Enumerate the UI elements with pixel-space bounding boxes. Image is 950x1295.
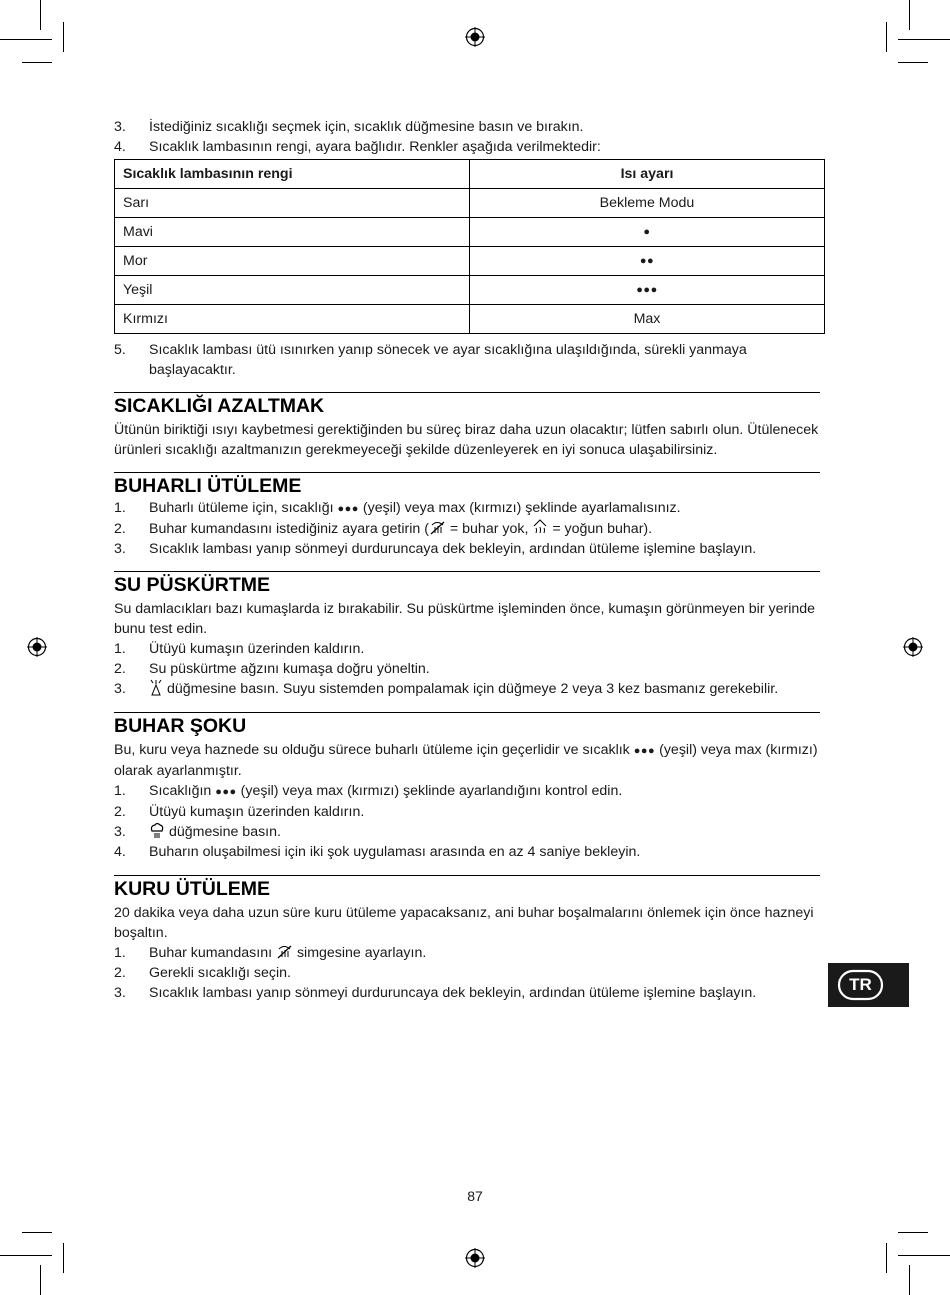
registration-mark-icon	[465, 1248, 485, 1268]
no-steam-icon	[276, 943, 293, 960]
list-number: 4.	[114, 844, 126, 860]
crop-mark	[886, 22, 887, 52]
table-header: Isı ayarı	[470, 160, 825, 189]
language-code: TR	[849, 975, 872, 994]
table-row	[115, 276, 825, 305]
table-cell: Max	[470, 305, 825, 334]
list-text	[149, 519, 820, 539]
list-item	[114, 659, 820, 679]
text-fragment: Buharlı ütüleme için, sıcaklığı	[149, 500, 334, 516]
crop-mark	[40, 1265, 41, 1295]
crop-mark	[22, 62, 52, 63]
table-row	[115, 218, 825, 247]
section-reduce-temperature	[114, 392, 820, 460]
list-item	[114, 340, 820, 380]
table-row	[115, 189, 825, 218]
crop-mark	[0, 39, 52, 40]
page-number: 87	[467, 1188, 483, 1204]
table-cell: Bekleme Modu	[470, 189, 825, 218]
crop-mark	[63, 1243, 64, 1273]
table-row	[115, 247, 825, 276]
section-title: BUHAR ŞOKU	[114, 712, 820, 738]
crop-mark	[40, 0, 41, 30]
list-number: 5.	[114, 342, 126, 358]
section-steam-shot	[114, 712, 820, 862]
max-steam-icon	[532, 519, 548, 536]
crop-mark	[886, 1243, 887, 1273]
list-number: 1.	[114, 783, 126, 799]
temperature-dots: ●●●	[633, 745, 656, 757]
section-water-spray	[114, 571, 820, 699]
temperature-table	[114, 159, 825, 334]
list-text	[149, 822, 820, 842]
table-cell: Kırmızı	[115, 305, 470, 334]
list-text: Gerekli sıcaklığı seçin.	[149, 965, 291, 981]
text-fragment: Buhar kumandasını istediğiniz ayara getirin (	[149, 521, 429, 537]
list-number: 2.	[114, 521, 126, 537]
text-fragment: simgesine ayarlayın.	[296, 945, 427, 961]
list-number: 3.	[114, 541, 126, 557]
table-cell: Mor	[115, 247, 470, 276]
list-item	[114, 519, 820, 539]
no-steam-icon	[429, 519, 446, 536]
list-item	[114, 943, 820, 963]
list-text: Su püskürtme ağzını kumaşa doğru yöneltin.	[149, 661, 430, 677]
table-header-row	[115, 160, 825, 189]
text-fragment: Bu, kuru veya haznede su olduğu sürece buharlı ütüleme için geçerlidir ve sıcaklık	[114, 742, 630, 758]
list-item	[114, 781, 820, 802]
list-number: 2.	[114, 804, 126, 820]
list-text: Sıcaklık lambası yanıp sönmeyi durduruncaya dek bekleyin, ardından ütüleme işlemine başlayın.	[149, 985, 757, 1001]
language-badge	[828, 963, 909, 1007]
table-cell: ●●●	[470, 276, 825, 305]
list-text: İstediğiniz sıcaklığı seçmek için, sıcaklık düğmesine basın ve bırakın.	[149, 119, 584, 135]
table-cell: Yeşil	[115, 276, 470, 305]
crop-mark	[63, 22, 64, 52]
list-item	[114, 639, 820, 659]
crop-mark	[898, 62, 928, 63]
text-fragment: = yoğun buhar).	[552, 521, 653, 537]
list-number: 3.	[114, 985, 126, 1001]
text-fragment: düğmesine basın. Suyu sistemden pompalamak için düğmeye 2 veya 3 kez basmanız gerekebilir.	[166, 681, 779, 697]
text-fragment: düğmesine basın.	[168, 824, 281, 840]
crop-mark	[0, 1255, 52, 1256]
paragraph: Ütünün biriktiği ısıyı kaybetmesi gerektiğinden bu süreç biraz daha uzun olacaktır; lütfen sabırlı olun. Ütülenecek ürünleri sıcaklığı azaltmanızın gerekmeyeceği şekilde düzenleyerek en iyi sonuca ulaşabilirsiniz.	[114, 422, 819, 458]
registration-mark-icon	[903, 637, 923, 657]
list-item	[114, 117, 820, 137]
table-cell: Sarı	[115, 189, 470, 218]
document-body	[114, 117, 820, 1003]
section-title: BUHARLI ÜTÜLEME	[114, 472, 820, 498]
list-item	[114, 137, 820, 157]
table-header: Sıcaklık lambasının rengi	[115, 160, 470, 189]
list-text: Sıcaklık lambası yanıp sönmeyi durduruncaya dek bekleyin, ardından ütüleme işlemine başlayın.	[149, 541, 757, 557]
list-text: Sıcaklık lambasının rengi, ayara bağlıdır. Renkler aşağıda verilmektedir:	[149, 139, 601, 155]
text-fragment: (yeşil) veya max (kırmızı) şeklinde ayarlandığını kontrol edin.	[240, 783, 623, 799]
crop-mark	[898, 1232, 928, 1233]
list-number: 3.	[114, 681, 126, 697]
list-item	[114, 679, 820, 699]
list-text	[149, 943, 820, 963]
section-steam-ironing	[114, 472, 820, 559]
list-text	[149, 498, 820, 519]
text-fragment: = buhar yok,	[449, 521, 529, 537]
text-fragment: Buhar kumandasını	[149, 945, 273, 961]
text-fragment: (yeşil) veya max (kırmızı) şeklinde ayarlamalısınız.	[362, 500, 681, 516]
registration-mark-icon	[465, 27, 485, 47]
list-item	[114, 842, 820, 862]
list-item	[114, 983, 820, 1003]
list-number: 4.	[114, 139, 126, 155]
list-text: Buharın oluşabilmesi için iki şok uygulaması arasında en az 4 saniye bekleyin.	[149, 844, 641, 860]
section-dry-ironing	[114, 875, 820, 1003]
list-text	[149, 679, 820, 699]
section-title: KURU ÜTÜLEME	[114, 875, 820, 901]
crop-mark	[909, 0, 910, 30]
paragraph	[114, 740, 820, 781]
text-fragment: Sıcaklığın	[149, 783, 212, 799]
list-text: Ütüyü kumaşın üzerinden kaldırın.	[149, 804, 365, 820]
steam-shot-icon	[149, 822, 165, 839]
list-item	[114, 498, 820, 519]
list-text	[149, 781, 820, 802]
temperature-dots: ●●●	[337, 503, 359, 515]
crop-mark	[909, 1265, 910, 1295]
list-text: Sıcaklık lambası ütü ısınırken yanıp sönecek ve ayar sıcaklığına ulaşıldığında, sürekli yanmaya başlayacaktır.	[149, 342, 747, 378]
section-title: SICAKLIĞI AZALTMAK	[114, 392, 820, 418]
list-number: 2.	[114, 661, 126, 677]
table-row	[115, 305, 825, 334]
list-number: 1.	[114, 945, 126, 961]
text-fragment: (yeşil) veya max (kırmızı) olarak ayarlanmıştır.	[114, 742, 818, 779]
spray-icon	[149, 679, 163, 696]
list-number: 2.	[114, 965, 126, 981]
list-item	[114, 822, 820, 842]
list-number: 1.	[114, 500, 126, 516]
list-item	[114, 539, 820, 559]
section-title: SU PÜSKÜRTME	[114, 571, 820, 597]
list-item	[114, 802, 820, 822]
paragraph: 20 dakika veya daha uzun süre kuru ütüleme yapacaksanız, ani buhar boşalmalarını önlemek için önce hazneyi boşaltın.	[114, 905, 814, 941]
list-item	[114, 963, 820, 983]
crop-mark	[898, 1255, 950, 1256]
table-cell: ●	[470, 218, 825, 247]
temperature-dots: ●●●	[215, 786, 237, 798]
paragraph: Su damlacıkları bazı kumaşlarda iz bırakabilir. Su püskürtme işleminden önce, kumaşın görünmeyen bir yerinde bunu test edin.	[114, 601, 816, 637]
crop-mark	[898, 39, 950, 40]
list-text: Ütüyü kumaşın üzerinden kaldırın.	[149, 641, 365, 657]
table-cell: Mavi	[115, 218, 470, 247]
list-number: 3.	[114, 824, 126, 840]
registration-mark-icon	[27, 637, 47, 657]
table-cell: ●●	[470, 247, 825, 276]
crop-mark	[22, 1232, 52, 1233]
list-number: 3.	[114, 119, 126, 135]
list-number: 1.	[114, 641, 126, 657]
